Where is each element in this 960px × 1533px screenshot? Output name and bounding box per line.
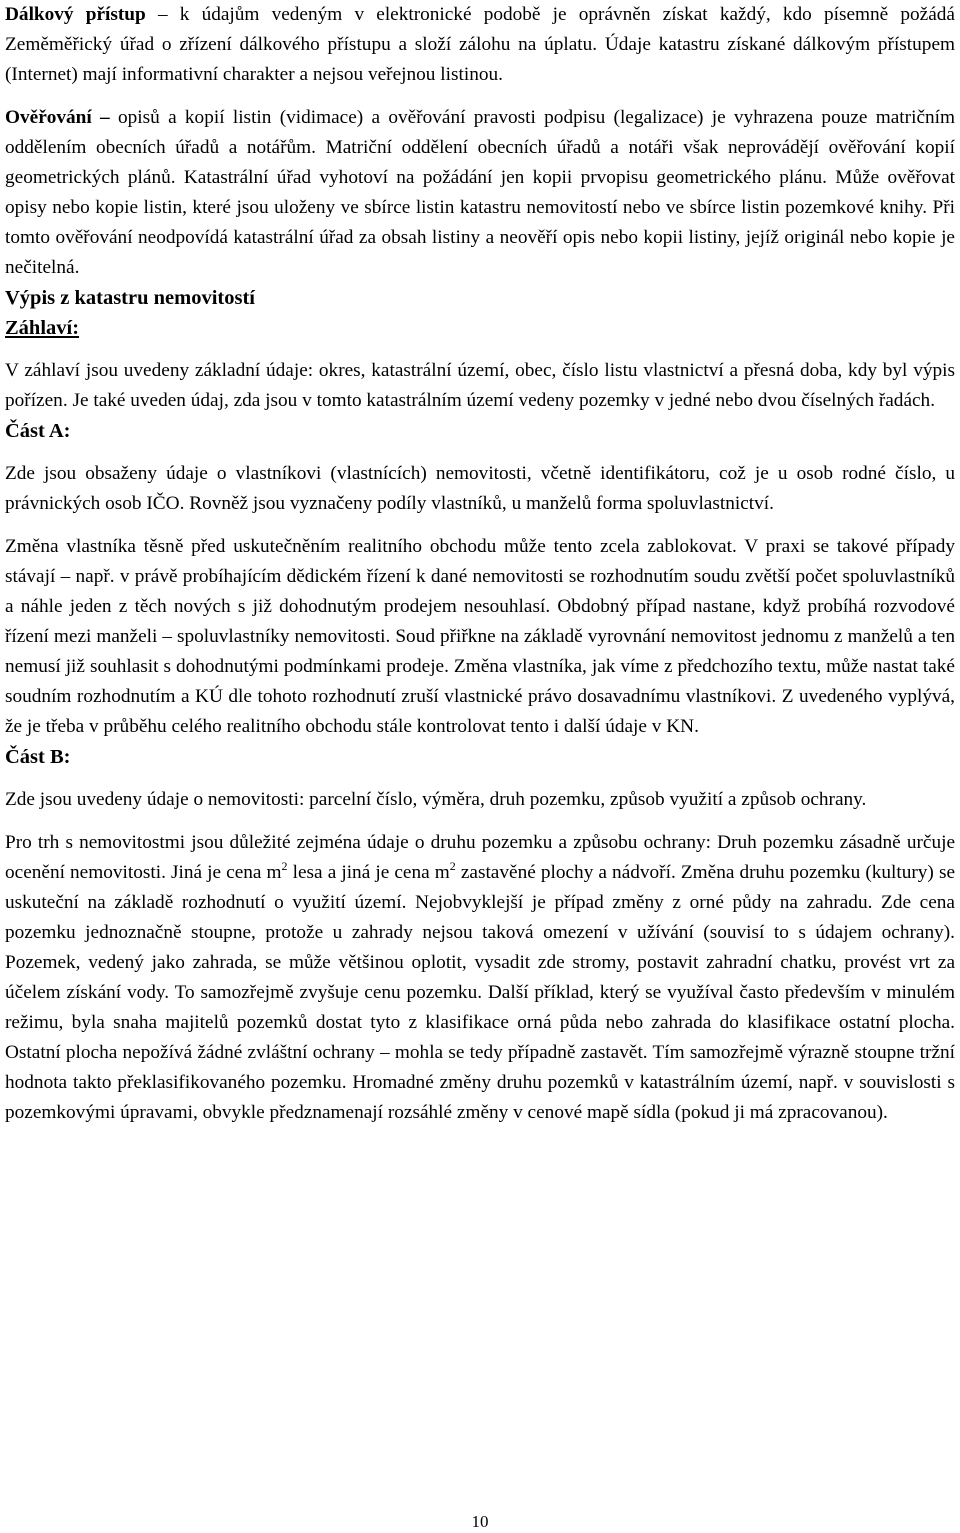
part-b-title: Část B:: [5, 746, 71, 768]
term-remote-access: Dálkový přístup: [5, 4, 146, 25]
part-b-text-2-c: zastavěné plochy a nádvoří. Změna druhu pozemku (kultury) se uskuteční na základě rozhodnutí o využití území. Nejobvyklejší je případ změny z orné půdy na zahradu. Zde cena pozemku jednoznačně stoupne, protože u zahrady nejsou taková omezení v užívání (souvisí to s údajem ochrany). Pozemek, vedený jako zahrada, se může většinou oplotit, vysadit zde stromy, postavit zahradní chatku, provést vrt za účelem získání vody. To samozřejmě zvyšuje cenu pozemku. Další příklad, který se využíval často především v minulém režimu, byla snaha majitelů pozemků dostat tyto z klasifikace orná půda nebo zahrada do klasifikace ostatní plocha. Ostatní plocha nepožívá žádné zvláštní ochrany – mohla se tedy případně zastavět. Tím samozřejmě výrazně stoupne tržní hodnota takto překlasifikovaného pozemku. Hromadné změny druhu pozemků v katastrálním území, např. v souvislosti s pozemkovými úpravami, obvykle předznamenají rozsáhlé změny v cenové mapě sídla (pokud ji má zpracovanou).: [5, 862, 955, 1123]
superscript-2: 2: [449, 859, 456, 873]
part-b-text-2-b: lesa a jiná je cena m: [287, 862, 450, 883]
verification-text: opisů a kopií listin (vidimace) a ověřování pravosti podpisu (legalizace) je vyhrazena pouze matričním oddělením obecních úřadů a notářům. Matriční oddělení obecních úřadů a notáři však neprovádějí ověřování kopií geometrických plánů. Katastrální úřad vyhotoví na požádání jen kopii prvopisu geometrického plánu. Může ověřovat opisy nebo kopie listin, které jsou uloženy ve sbírce listin katastru nemovitostí nebo ve sbírce listin pozemkové knihy. Při tomto ověřování neodpovídá katastrální úřad za obsah listiny a neověří opis nebo kopii listiny, jejíž originál nebo kopie je nečitelná.: [5, 107, 955, 278]
part-b-text-2: [5, 828, 955, 1128]
paragraph-verification: [5, 103, 955, 283]
superscript-2: 2: [281, 859, 288, 873]
term-verification: Ověřování –: [5, 107, 110, 128]
remote-access-text: – k údajům vedeným v elektronické podobě je oprávněn získat každý, kdo písemně požádá Zeměměřický úřad o zřízení dálkového přístupu a složí zálohu na úplatu. Údaje katastru získané dálkovým přístupem (Internet) mají informativní charakter a nejsou veřejnou listinou.: [5, 4, 955, 85]
part-a-text-2: Změna vlastníka těsně před uskutečněním realitního obchodu může tento zcela zablokovat. V praxi se takové případy stávají – např. v právě probíhajícím dědickém řízení k dané nemovitosti se rozhodnutím soudu zvětší počet spoluvlastníků a náhle jeden z těch nových s již dohodnutým prodejem nesouhlasí. Obdobný případ nastane, když probíhá rozvodové řízení mezi manželi – spoluvlastníky nemovitosti. Soud přiřkne na základě vyrovnání nemovitost jednomu z manželů a ten nemusí již souhlasit s dohodnutými podmínkami prodeje. Změna vlastníka, jak víme z předchozího textu, může nastat také soudním rozhodnutím a KÚ dle tohoto rozhodnutí zruší vlastnické právo dosavadnímu vlastníkovi. Z uvedeného vyplývá, že je třeba v průběhu celého realitního obchodu stále kontrolovat tento i další údaje v KN.: [5, 536, 955, 737]
part-b-text-1: Zde jsou uvedeny údaje o nemovitosti: parcelní číslo, výměra, druh pozemku, způsob využití a způsob ochrany.: [5, 789, 867, 810]
part-b-text-2-a: Pro trh s nemovitostmi jsou důležité zejména údaje o druhu pozemku a způsobu ochrany: Druh pozemku zásadně určuje ocenění nemovitosti. Jiná je cena m: [5, 832, 955, 883]
page-number: 10: [471, 1512, 489, 1531]
document-page: [5, 0, 955, 1128]
header-section-text: V záhlaví jsou uvedeny základní údaje: okres, katastrální území, obec, číslo listu vlastnictví a přesná doba, kdy byl výpis pořízen. Je také uveden údaj, zda jsou v tomto katastrálním území vedeny pozemky v jedné nebo dvou číselných řadách.: [5, 360, 955, 411]
extract-title: Výpis z katastru nemovitostí: [5, 287, 255, 309]
part-a-text-1: Zde jsou obsaženy údaje o vlastníkovi (vlastnících) nemovitosti, včetně identifikátoru, což je u osob rodné číslo, u právnických osob IČO. Rovněž jsou vyznačeny podíly vlastníků, u manželů forma spoluvlastnictví.: [5, 463, 955, 514]
header-section-title: Záhlaví:: [5, 317, 80, 339]
paragraph-remote-access: [5, 0, 955, 90]
part-a-title: Část A:: [5, 420, 71, 442]
